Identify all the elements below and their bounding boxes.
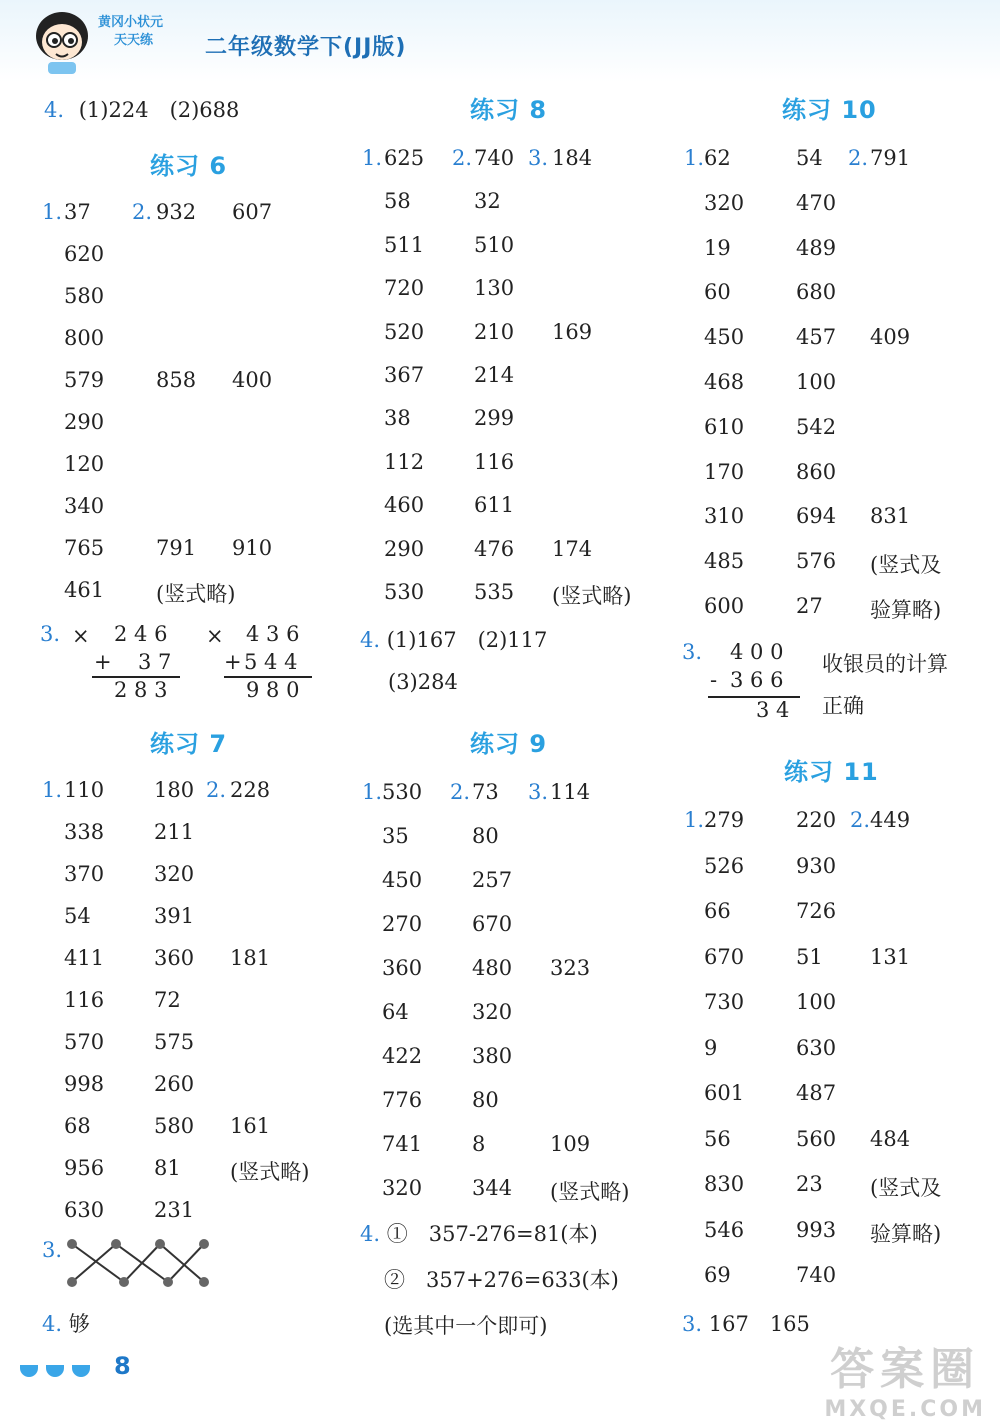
answer-cell: 542 [796, 414, 837, 439]
answer-cell: 169 [552, 319, 593, 344]
answer-cell: 450 [704, 325, 745, 350]
calc-mid: 5 4 4 [244, 650, 298, 674]
answer-cell: 380 [472, 1044, 513, 1068]
answer-cell: 73 [472, 780, 499, 804]
answer-cell: 51 [796, 944, 823, 969]
answer-cell: 214 [474, 363, 515, 387]
answer-cell: 184 [552, 146, 593, 170]
question-number: 3. [42, 1238, 63, 1262]
col3-ex11-q3 [682, 1308, 810, 1338]
section-title-ex11: 练习 11 [784, 758, 879, 786]
question-number: 3. [528, 146, 549, 170]
answer-cell: 560 [796, 1126, 837, 1151]
answer-cell: 69 [704, 1263, 731, 1287]
answer-cell: 19 [704, 235, 731, 260]
answer-cell: 320 [154, 862, 195, 886]
answer-cell: 741 [382, 1132, 423, 1156]
answer-cell: (竖式略) [550, 1180, 630, 1204]
col1-q4-label [44, 94, 239, 124]
answer-cell: 607 [232, 200, 273, 224]
answer-cell: 231 [154, 1198, 195, 1222]
answer-cell: 740 [796, 1263, 837, 1287]
answer-cell: 468 [704, 370, 745, 394]
calc-result: 2 8 3 [114, 678, 168, 702]
answer-cell: 858 [156, 368, 197, 392]
answer-cell: 320 [382, 1176, 423, 1200]
answer-cell: 575 [154, 1030, 195, 1054]
answer-cell: 340 [64, 494, 105, 518]
answer-cell: 860 [796, 459, 837, 484]
answer-cell: 450 [382, 868, 423, 892]
answer-cell: 211 [154, 820, 195, 844]
col1-ex7-q4 [42, 1308, 90, 1338]
section-title-ex9: 练习 9 [470, 730, 548, 758]
answer-cell: 54 [796, 146, 823, 170]
answer-cell: 580 [64, 284, 105, 308]
question-number: 1. [42, 200, 63, 224]
question-number: 2. [850, 808, 871, 832]
answer-cell: 580 [154, 1114, 195, 1138]
answer-text: ① 357-276=81(本) [386, 1222, 598, 1246]
brand-line2: 天天练 [114, 33, 154, 48]
answer-cell: 480 [472, 956, 513, 980]
answer-cell: 400 [232, 368, 273, 392]
answer-cell: 520 [384, 319, 425, 344]
calc-mark: × [72, 624, 90, 648]
answer-cell: 800 [64, 326, 105, 350]
answer-cell: 360 [154, 946, 195, 970]
calc-top: 4 0 0 [730, 640, 784, 664]
answer-cell: 776 [382, 1088, 423, 1112]
answer-cell: 694 [796, 504, 837, 529]
calc-mark: × [206, 624, 224, 648]
calc-op: + [94, 650, 112, 674]
answer-cell: 114 [550, 780, 591, 804]
answer-cell: 625 [384, 146, 425, 170]
question-number: 1. [684, 146, 705, 170]
answer-cell: (竖式及 [870, 553, 942, 578]
answer-cell: 570 [64, 1030, 105, 1054]
answer-cell: 411 [64, 946, 105, 970]
answer-cell: 80 [472, 1088, 499, 1112]
answer-cell: 930 [796, 853, 837, 878]
answer-cell: 370 [64, 862, 105, 886]
answer-cell: (竖式略) [552, 584, 632, 608]
answer-cell: 730 [704, 990, 745, 1014]
answer-cell: 360 [382, 956, 423, 980]
answer-cell: 64 [382, 1000, 409, 1024]
answer-text: 167 165 [708, 1312, 810, 1336]
col2-ex9-q4-line2: ② 357+276=633(本) [384, 1268, 619, 1292]
answer-cell: 956 [64, 1156, 105, 1180]
answer-cell: 116 [474, 449, 515, 474]
answer-cell: 130 [474, 276, 515, 301]
answer-cell: 998 [64, 1072, 105, 1096]
answer-cell: 630 [796, 1035, 837, 1060]
answer-text: (1)167 (2)117 [386, 628, 548, 652]
footer-decor-icon [20, 1362, 98, 1381]
calc-result: 9 8 0 [246, 678, 300, 702]
answer-cell: 546 [704, 1217, 745, 1242]
answer-cell: 831 [870, 504, 911, 529]
answer-cell: 530 [384, 580, 425, 604]
answer-cell: 791 [870, 146, 911, 170]
answer-cell: 23 [796, 1172, 823, 1196]
calc-mid: 3 6 6 [730, 668, 784, 692]
answer-cell: 320 [472, 1000, 513, 1024]
answer-cell: 489 [796, 235, 837, 260]
answer-cell: 720 [384, 276, 425, 301]
answer-cell: 109 [550, 1132, 591, 1156]
section-title-ex8: 练习 8 [470, 96, 548, 124]
brand-line1: 黄冈小状元 [98, 15, 164, 30]
calc-op: - [710, 668, 718, 692]
page-header-title: 二年级数学下(JJ版) [205, 35, 407, 60]
answer-cell: 54 [64, 904, 91, 928]
question-number: 2. [206, 778, 227, 802]
answer-cell: 180 [154, 778, 195, 802]
col2-ex9-q4-line1 [360, 1218, 598, 1248]
answer-cell: 228 [230, 778, 271, 802]
section-title-ex7: 练习 7 [150, 730, 228, 758]
answer-cell: 35 [382, 824, 409, 848]
answer-cell: 290 [384, 536, 425, 561]
answer-cell: 60 [704, 280, 731, 305]
answer-cell: 530 [382, 780, 423, 804]
answer-cell: 299 [474, 406, 515, 431]
answer-cell: 290 [64, 410, 105, 434]
answer-cell: 32 [474, 189, 501, 214]
calc-result: 3 4 [756, 698, 790, 722]
question-number: 3. [528, 780, 549, 804]
answer-cell: 765 [64, 536, 105, 560]
answer-cell: 601 [704, 1081, 745, 1105]
answer-cell: 470 [796, 190, 837, 215]
answer-cell: 830 [704, 1172, 745, 1196]
col2-ex8-q4-line2: (3)284 [388, 670, 458, 694]
answer-cell: 791 [156, 536, 197, 560]
answer-cell: 409 [870, 325, 911, 350]
answer-cell: 270 [382, 912, 423, 936]
answer-cell: 484 [870, 1126, 911, 1151]
answer-cell: 487 [796, 1081, 837, 1105]
answer-cell: 56 [704, 1126, 731, 1151]
matching-lines-diagram [60, 1232, 220, 1292]
col3-q3-text2: 正确 [822, 694, 864, 718]
answer-cell: 338 [64, 820, 105, 844]
answer-cell: 8 [472, 1132, 486, 1156]
answer-cell: 680 [796, 280, 837, 305]
question-number: 4. [44, 98, 65, 122]
answer-cell: 576 [796, 549, 837, 574]
question-number: 2. [848, 146, 869, 170]
answer-cell: 100 [796, 990, 837, 1014]
calc-top: 2 4 6 [114, 622, 168, 646]
answer-cell: (竖式略) [156, 582, 236, 606]
mascot-icon [30, 6, 94, 76]
answer-cell: 344 [472, 1176, 513, 1200]
answer-cell: 367 [384, 363, 425, 387]
answer-cell: 120 [64, 452, 105, 476]
answer-cell: 38 [384, 406, 411, 431]
col2-ex9-q4-line3: (选其中一个即可) [384, 1314, 548, 1338]
answer-cell: 485 [704, 549, 745, 574]
calc-top: 4 3 6 [246, 622, 300, 646]
question-number: 3. [682, 640, 703, 664]
question-number: 1. [362, 780, 383, 804]
answer-text: 够 [68, 1312, 90, 1336]
question-number: 4. [42, 1312, 63, 1336]
answer-cell: 535 [474, 580, 515, 604]
answer-cell: 279 [704, 808, 745, 832]
answer-cell: 72 [154, 988, 181, 1012]
answer-cell: 112 [384, 449, 425, 474]
answer-cell: 422 [382, 1044, 423, 1068]
page-number: 8 [114, 1352, 131, 1380]
answer-cell: (竖式略) [230, 1160, 310, 1184]
answer-cell: 260 [154, 1072, 195, 1096]
question-number: 1. [684, 808, 705, 832]
answer-cell: 161 [230, 1114, 271, 1138]
answer-cell: 110 [64, 778, 105, 802]
section-title-ex10: 练习 10 [782, 96, 877, 124]
answer-cell: 579 [64, 368, 105, 392]
question-number: 2. [450, 780, 471, 804]
answer-cell: 27 [796, 594, 823, 618]
answer-cell: 461 [64, 578, 105, 602]
answer-cell: 验算略) [870, 1221, 942, 1246]
answer-cell: 511 [384, 232, 425, 257]
answer-text: (1)224 (2)688 [78, 98, 240, 122]
watermark-line1: 答案圈 [830, 1344, 981, 1395]
answer-cell: 37 [64, 200, 91, 224]
question-number: 4. [360, 1222, 381, 1246]
answer-cell: 457 [796, 325, 837, 350]
answer-cell: 620 [64, 242, 105, 266]
answer-cell: 476 [474, 536, 515, 561]
answer-cell: 310 [704, 504, 745, 529]
answer-cell: 323 [550, 956, 591, 980]
question-number: 1. [362, 146, 383, 170]
question-number: 3. [682, 1312, 703, 1336]
answer-cell: 170 [704, 459, 745, 484]
question-number: 1. [42, 778, 63, 802]
answer-cell: 174 [552, 536, 593, 561]
answer-cell: 181 [230, 946, 271, 970]
answer-cell: 9 [704, 1035, 718, 1060]
watermark [824, 1333, 986, 1422]
answer-cell: 131 [870, 944, 911, 969]
answer-cell: 100 [796, 370, 837, 394]
answer-cell: 210 [474, 319, 515, 344]
answer-cell: 验算略) [870, 598, 942, 622]
answer-cell: 116 [64, 988, 105, 1012]
answer-cell: 68 [64, 1114, 91, 1138]
col2-ex8-q4-line1 [360, 624, 547, 654]
question-number: 4. [360, 628, 381, 652]
answer-cell: 526 [704, 853, 745, 878]
answer-cell: 726 [796, 899, 837, 923]
answer-cell: 66 [704, 899, 731, 923]
answer-cell: 611 [474, 493, 515, 518]
answer-cell: 391 [154, 904, 195, 928]
answer-cell: 320 [704, 190, 745, 215]
brand-logo [98, 14, 178, 50]
answer-cell: 932 [156, 200, 197, 224]
answer-cell: 80 [472, 824, 499, 848]
question-number: 3. [40, 622, 61, 646]
section-title-ex6: 练习 6 [150, 152, 228, 180]
answer-cell: 460 [384, 493, 425, 518]
answer-cell: 510 [474, 232, 515, 257]
answer-cell: 630 [64, 1198, 105, 1222]
col3-q3-text1: 收银员的计算 [822, 652, 948, 676]
answer-cell: 81 [154, 1156, 181, 1180]
answer-cell: 257 [472, 868, 513, 892]
answer-cell: 600 [704, 594, 745, 618]
answer-cell: 740 [474, 146, 515, 170]
answer-cell: 610 [704, 414, 745, 439]
answer-cell: 993 [796, 1217, 837, 1242]
question-number: 2. [452, 146, 473, 170]
answer-cell: 670 [472, 912, 513, 936]
answer-cell: 220 [796, 808, 837, 832]
answer-cell: 670 [704, 944, 745, 969]
answer-cell: 449 [870, 808, 911, 832]
answer-cell: (竖式及 [870, 1176, 942, 1200]
watermark-line2: MXQE.COM [824, 1397, 986, 1422]
calc-mid: 3 7 [138, 650, 172, 674]
answer-cell: 62 [704, 146, 731, 170]
question-number: 2. [132, 200, 153, 224]
answer-cell: 58 [384, 189, 411, 214]
answer-cell: 910 [232, 536, 273, 560]
calc-op: + [224, 650, 242, 674]
